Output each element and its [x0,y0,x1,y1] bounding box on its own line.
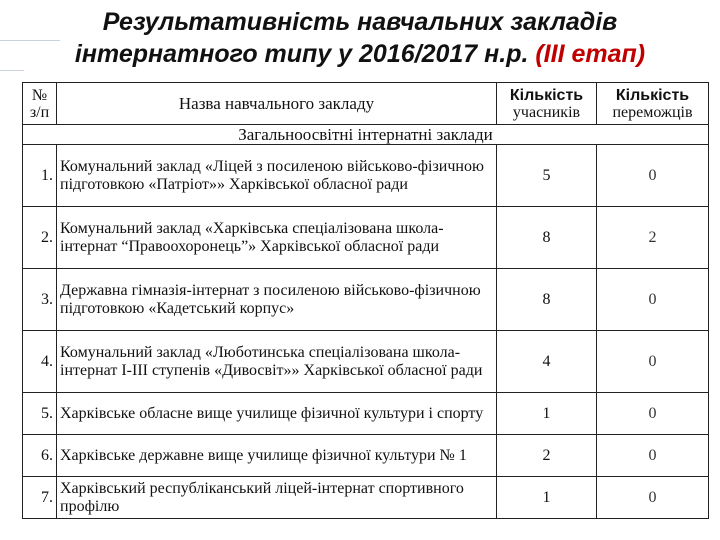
participants-count: 8 [497,269,597,331]
winners-count: 0 [597,393,709,435]
page-title [20,6,700,70]
participants-count: 1 [497,477,597,519]
table-row [23,477,709,519]
table-header-row [23,83,709,125]
table-row [23,331,709,393]
row-number: 7. [23,477,57,519]
school-name: Комунальний заклад «Харківська спеціалізована школа-інтернат “Правоохоронець”» Харківської обласної ради [57,207,497,269]
school-name: Харківське державне вище училище фізичної культури № 1 [57,435,497,477]
header-participants [497,83,597,125]
winners-count: 0 [597,269,709,331]
row-number: 6. [23,435,57,477]
school-name: Харківське обласне вище училище фізичної культури і спорту [57,393,497,435]
header-winners [597,83,709,125]
winners-count: 0 [597,435,709,477]
participants-count: 5 [497,145,597,207]
header-number [23,83,57,125]
row-number: 5. [23,393,57,435]
header-number-line2: з/п [29,103,50,121]
participants-count: 4 [497,331,597,393]
title-line-1: Результативність навчальних закладів [102,8,618,36]
winners-count: 0 [597,145,709,207]
table-row [23,207,709,269]
participants-count: 1 [497,393,597,435]
header-participants-line1: Кількість [509,86,584,104]
table-row [23,145,709,207]
header-winners-line1: Кількість [615,86,690,104]
header-number-line1: № [31,86,48,104]
decorative-line-bottom [0,70,24,71]
winners-count: 0 [597,331,709,393]
row-number: 4. [23,331,57,393]
results-table [22,82,709,519]
row-number: 1. [23,145,57,207]
winners-count: 0 [597,477,709,519]
header-participants-line2: учасників [512,103,581,121]
school-name: Комунальний заклад «Ліцей з посиленою військово-фізичною підготовкою «Патріот»» Харківської обласної ради [57,145,497,207]
section-title: Загальноосвітні інтернатні заклади [23,125,709,145]
header-winners-line2: переможців [612,103,693,121]
title-line-2 [20,38,700,70]
row-number: 3. [23,269,57,331]
school-name: Державна гімназія-інтернат з посиленою військово-фізичною підготовкою «Кадетський корпус» [57,269,497,331]
table-row [23,269,709,331]
winners-count: 2 [597,207,709,269]
participants-count: 8 [497,207,597,269]
title-stage-accent: (ІІІ етап) [535,40,646,68]
row-number: 2. [23,207,57,269]
section-row [23,125,709,145]
school-name: Комунальний заклад «Люботинська спеціалізована школа-інтернат І-ІІІ ступенів «Дивосвіт»» Харківської обласної ради [57,331,497,393]
title-line-2-text: інтернатного типу у 2016/2017 н.р. [74,40,536,68]
header-name: Назва навчального закладу [57,83,497,125]
table-row [23,393,709,435]
table-row [23,435,709,477]
school-name: Харківський республіканський ліцей-інтернат спортивного профілю [57,477,497,519]
participants-count: 2 [497,435,597,477]
